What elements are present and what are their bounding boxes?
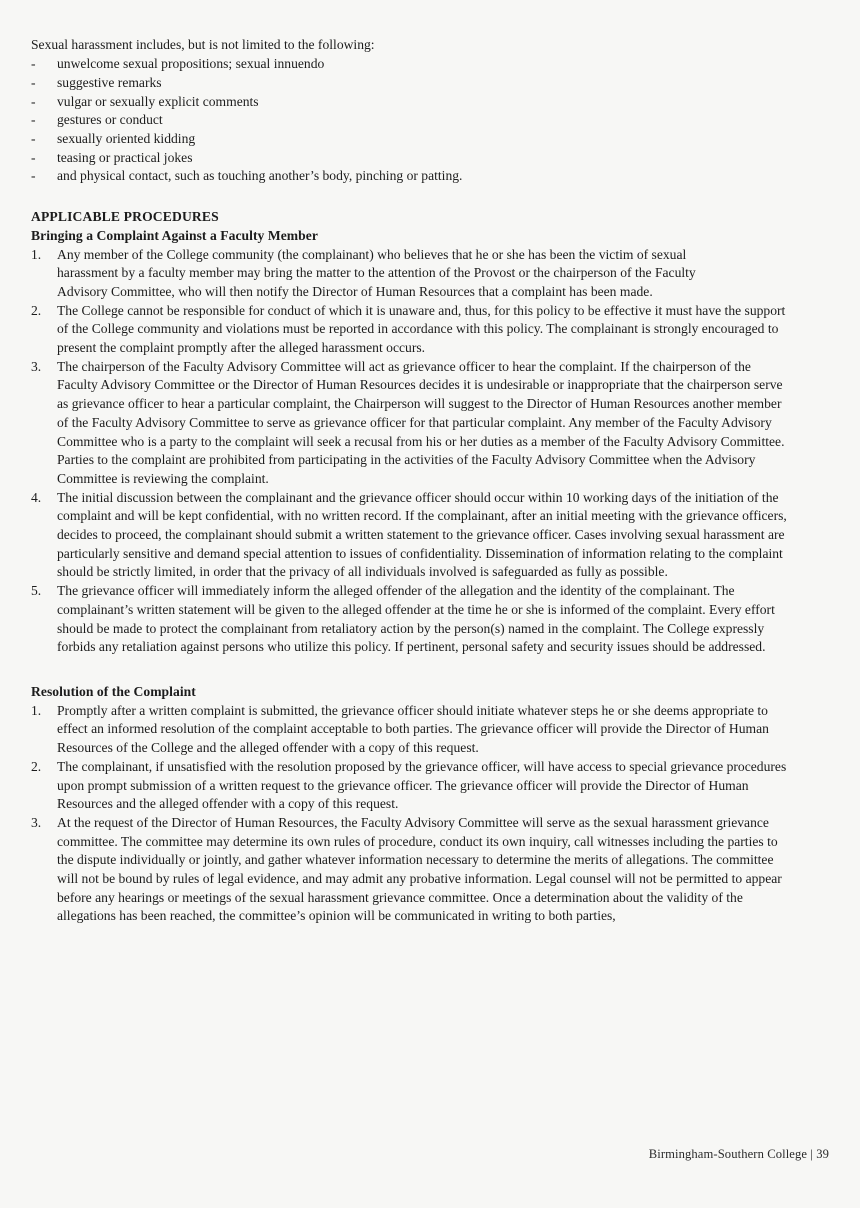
intro-lead-line: Sexual harassment includes, but is not limited to the following:: [31, 37, 375, 52]
list-item-text: suggestive remarks: [57, 74, 162, 90]
list-item-text: unwelcome sexual propositions; sexual innuendo: [57, 56, 325, 72]
list-item-text: gestures or conduct: [57, 112, 163, 128]
list-item: [31, 55, 790, 74]
numbered-list-item-text: The grievance officer will immediately inform the alleged offender of the allegation and the identity of the complainant. The complainant’s written statement will be given to the alleged offender at the time he or she is informed of the complaint. Every effort should be made to protect the complainant from retaliatory action by the person(s) named in the complaint. The College expressly forbids any retaliation against persons who utilize this policy. If pertinent, personal safety and security issues should be addressed.: [57, 583, 775, 655]
numbered-list-item-text: The initial discussion between the complainant and the grievance officer should occur within 10 working days of the initiation of the complaint and will be kept confidential, with no written record. If the complainant, after an initial meeting with the grievance officers, decides to proceed, the complainant should submit a written statement to the grievance officer. Cases involving sexual harassment are particularly sensitive and demand special attention to issues of confidentiality. Dissemination of information relating to the complaint should be strictly limited, in order that the privacy of all individuals involved is safeguarded as fully as possible.: [57, 489, 787, 580]
numbered-list-item: [31, 246, 790, 302]
item-number: 3.: [31, 814, 42, 830]
item-number: 5.: [31, 583, 42, 599]
list-item-text: and physical contact, such as touching another’s body, pinching or patting.: [57, 168, 463, 184]
dash-marker-icon: -: [31, 56, 36, 72]
numbered-list-item: [31, 302, 790, 358]
dash-marker-icon: -: [31, 112, 36, 128]
list-item: [31, 74, 790, 93]
numbered-list-item-text: The complainant, if unsatisfied with the resolution proposed by the grievance officer, will have access to special grievance procedures upon prompt submission of a written request to the grievance officer. The grievance officer will provide the Director of Human Resources and the alleged offender with a copy of this request.: [57, 758, 787, 812]
page-footer: [649, 1100, 829, 1208]
footer-text: Birmingham-Southern College | 39: [648, 1146, 829, 1161]
item-number: 4.: [31, 489, 42, 505]
dash-marker-icon: -: [31, 74, 36, 90]
list-item: [31, 111, 790, 130]
list-item-text: vulgar or sexually explicit comments: [57, 93, 259, 109]
numbered-list-item: [31, 702, 790, 758]
numbered-list-item: [31, 358, 790, 489]
item-number: 1.: [31, 702, 42, 718]
list-item: [31, 167, 790, 186]
harassment-examples-list: [31, 55, 790, 186]
item-number: 3.: [31, 358, 42, 374]
numbered-list-item: [31, 489, 790, 583]
list-item: [31, 130, 790, 149]
subsection-heading-resolution-of-the-complaint: Resolution of the Complaint: [31, 684, 196, 699]
dash-marker-icon: -: [31, 149, 36, 165]
dash-marker-icon: -: [31, 168, 36, 184]
numbered-list-item-text: Promptly after a written complaint is submitted, the grievance officer should initiate whatever steps he or she deems appropriate to effect an informed resolution of the complaint acceptable to both parties. The grievance officer will provide the Director of Human Resources of the College and the alleged offender with a copy of this request.: [57, 702, 769, 756]
item-number: 1.: [31, 246, 42, 262]
list-item: [31, 149, 790, 168]
list-item-text: teasing or practical jokes: [57, 149, 193, 165]
item-number: 2.: [31, 302, 42, 318]
subsection-heading-bringing-a-complaint: Bringing a Complaint Against a Faculty Member: [31, 227, 318, 243]
list-item: [31, 93, 790, 112]
numbered-list-item-text: The College cannot be responsible for conduct of which it is unaware and, thus, for this policy to be effective it must have the support of the College community and violations must be reported in accordance with this policy. The complainant is strongly encouraged to present the complaint promptly after the alleged harassment occurs.: [57, 302, 786, 356]
resolution-of-the-complaint-list: [31, 702, 790, 926]
numbered-list-item: [31, 758, 790, 814]
numbered-list-item-text: The chairperson of the Faculty Advisory Committee will act as grievance officer to hear the complaint. If the chairperson of the Faculty Advisory Committee or the Director of Human Resources decides it is undesirable or inappropriate that the chairperson serve as grievance officer to hear a particular complaint, the Chairperson will suggest to the Director of Human Resources another member of the Faculty Advisory Committee to serve as grievance officer for that particular complaint. Any member of the Faculty Advisory Committee who is a party to the complaint will seek a recusal from his or her duties as a member of the Faculty Advisory Committee. Parties to the complaint are prohibited from participating in the activities of the Faculty Advisory Committee when the Advisory Committee is reviewing the complaint.: [57, 358, 785, 486]
numbered-list-item: [31, 814, 790, 926]
item-number: 2.: [31, 758, 42, 774]
bringing-a-complaint-list: [31, 246, 790, 657]
numbered-list-item: [31, 582, 790, 657]
list-item-text: sexually oriented kidding: [57, 131, 196, 147]
dash-marker-icon: -: [31, 93, 36, 109]
section-heading-applicable-procedures: APPLICABLE PROCEDURES: [31, 209, 219, 225]
numbered-list-item-text: At the request of the Director of Human Resources, the Faculty Advisory Committee will serve as the sexual harassment grievance committee. The committee may determine its own rules of procedure, conduct its own inquiry, call witnesses including the parties to the dispute individually or jointly, and gather whatever information necessary to determine the merits of allegations. The committee will not be bound by rules of legal evidence, and may admit any probative information. Legal counsel will not be permitted to appear before any hearings or meetings of the sexual harassment grievance committee. Once a determination about the validity of the allegations has been reached, the committee’s opinion will be communicated in writing to both parties,: [57, 814, 782, 924]
dash-marker-icon: -: [31, 131, 36, 147]
numbered-list-item-text: Any member of the College community (the complainant) who believes that he or she has been the victim of sexual harassment by a faculty member may bring the matter to the attention of the Provost or the chairperson of the Faculty Advisory Committee, who will then notify the Director of Human Resources that a complaint has been made.: [57, 246, 696, 299]
